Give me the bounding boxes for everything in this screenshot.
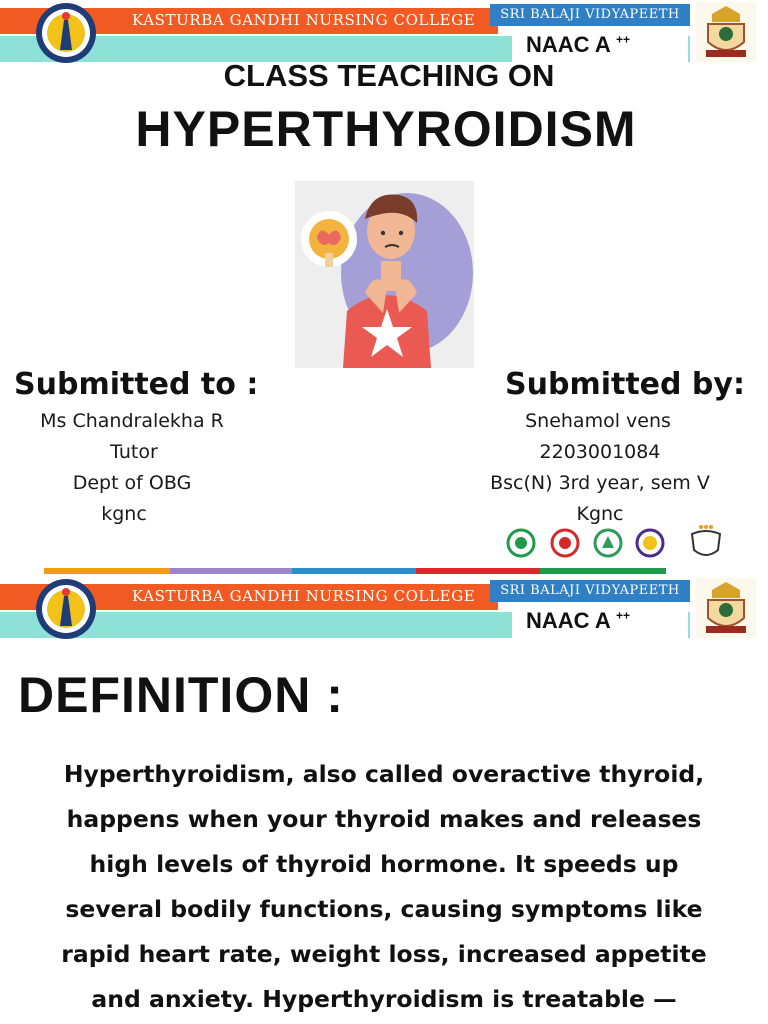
definition-line: Hyperthyroidism, also called overactive thyroid, <box>63 760 705 788</box>
submitted-by-heading: Submitted by: <box>505 367 745 402</box>
submitted-to-details <box>22 406 242 530</box>
definition-heading: DEFINITION : <box>18 667 344 723</box>
definition-line: and anxiety. Hyperthyroidism is treatable — <box>91 985 677 1013</box>
submitted-by-line: Bsc(N) 3rd year, sem V <box>490 472 710 494</box>
divider-segment <box>44 568 170 574</box>
university-crest-icon <box>694 0 758 64</box>
submitted-by-details <box>470 406 730 530</box>
divider-segment <box>292 568 416 574</box>
university-crest-icon <box>694 576 758 640</box>
slide-title: HYPERTHYROIDISM <box>135 101 637 157</box>
submitted-to-line: Tutor <box>110 441 158 463</box>
college-name: KASTURBA GANDHI NURSING COLLEGE <box>132 11 476 29</box>
naac-box <box>512 604 688 642</box>
college-name: KASTURBA GANDHI NURSING COLLEGE <box>132 587 476 605</box>
green-emblem-icon-2 <box>593 528 623 558</box>
definition-line: high levels of thyroid hormone. It speeds up <box>89 850 679 878</box>
shield-emblem-icon <box>688 524 724 562</box>
green-emblem-icon <box>506 528 536 558</box>
naac-grade: NAAC A ++ <box>526 32 631 57</box>
naac-grade: NAAC A ++ <box>526 608 631 633</box>
purple-emblem-icon <box>635 528 665 558</box>
university-name: SRI BALAJI VIDYAPEETH <box>490 580 690 602</box>
red-emblem-icon <box>550 528 580 558</box>
submitted-by-line: 2203001084 <box>539 441 661 463</box>
submitted-by-line: Kgnc <box>576 503 624 525</box>
header-banner-2 <box>0 576 768 646</box>
definition-line: happens when your thyroid makes and releases <box>66 805 702 833</box>
divider-segment <box>170 568 292 574</box>
slide-subtitle: CLASS TEACHING ON <box>223 58 555 93</box>
submitted-to-line: kgnc <box>101 503 147 525</box>
thyroid-patient-illustration-icon <box>295 181 474 368</box>
submitted-by-line: Snehamol vens <box>525 410 671 432</box>
submitted-to-line: Dept of OBG <box>72 472 192 494</box>
university-name: SRI BALAJI VIDYAPEETH <box>490 4 690 26</box>
definition-line: rapid heart rate, weight loss, increased appetite <box>61 940 707 968</box>
divider-segment <box>540 568 666 574</box>
submitted-to-heading: Submitted to : <box>14 367 259 402</box>
definition-text <box>6 752 762 1022</box>
college-logo-icon <box>34 0 98 66</box>
submitted-to-line: Ms Chandralekha R <box>40 410 224 432</box>
college-logo-icon <box>34 576 98 642</box>
divider-segment <box>416 568 540 574</box>
definition-line: several bodily functions, causing symptoms like <box>65 895 703 923</box>
